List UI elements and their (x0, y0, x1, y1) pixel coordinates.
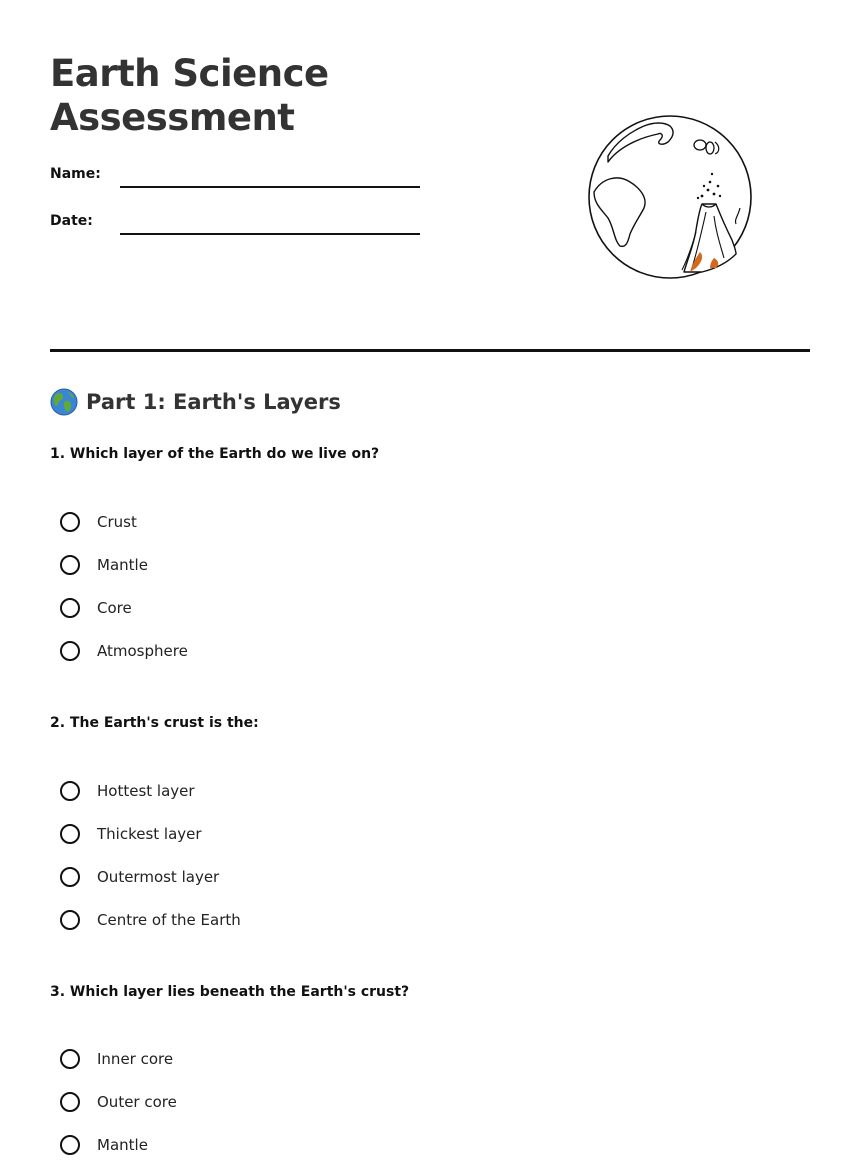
q2-option-hottest[interactable] (60, 778, 195, 804)
q1-option-core[interactable] (60, 595, 132, 621)
name-field[interactable] (120, 186, 420, 188)
q1-option-atmosphere[interactable] (60, 638, 188, 664)
radio-button[interactable] (60, 512, 80, 532)
date-field[interactable] (120, 233, 420, 235)
part1-title-text: Part 1: Earth's Layers (86, 390, 341, 414)
q1-option-mantle[interactable] (60, 552, 148, 578)
radio-button[interactable] (60, 781, 80, 801)
radio-button[interactable] (60, 867, 80, 887)
option-label: Hottest layer (97, 782, 195, 800)
radio-button[interactable] (60, 555, 80, 575)
q3-option-outer-core[interactable] (60, 1089, 177, 1115)
radio-button[interactable] (60, 598, 80, 618)
name-label: Name: (50, 166, 101, 182)
title-line-1: Earth Science (50, 52, 329, 95)
option-label: Mantle (97, 1136, 148, 1154)
radio-button[interactable] (60, 1092, 80, 1112)
radio-button[interactable] (60, 824, 80, 844)
q1-option-crust[interactable] (60, 509, 137, 535)
part1-title (50, 388, 341, 416)
option-label: Inner core (97, 1050, 174, 1068)
option-label: Core (97, 599, 132, 617)
globe-emoji-icon (50, 388, 78, 416)
option-label: Thickest layer (97, 825, 202, 843)
question-2: 2. The Earth's crust is the: (50, 715, 259, 731)
question-1: 1. Which layer of the Earth do we live on? (50, 446, 380, 462)
option-label: Atmosphere (97, 642, 188, 660)
option-label: Centre of the Earth (97, 911, 241, 929)
radio-button[interactable] (60, 1135, 80, 1155)
globe-volcano-illustration (584, 112, 756, 282)
option-label: Outermost layer (97, 868, 220, 886)
q2-option-thickest[interactable] (60, 821, 202, 847)
radio-button[interactable] (60, 641, 80, 661)
title-line-2: Assessment (50, 96, 295, 139)
radio-button[interactable] (60, 910, 80, 930)
question-3: 3. Which layer lies beneath the Earth's crust? (50, 984, 410, 1000)
option-label: Mantle (97, 556, 148, 574)
q3-option-mantle[interactable] (60, 1132, 148, 1158)
header-divider (50, 349, 810, 352)
q3-option-inner-core[interactable] (60, 1046, 173, 1072)
date-label: Date: (50, 213, 93, 229)
q2-option-outermost[interactable] (60, 864, 219, 890)
option-label: Crust (97, 513, 137, 531)
option-label: Outer core (97, 1093, 177, 1111)
q2-option-centre[interactable] (60, 907, 241, 933)
page-title (50, 52, 410, 140)
radio-button[interactable] (60, 1049, 80, 1069)
